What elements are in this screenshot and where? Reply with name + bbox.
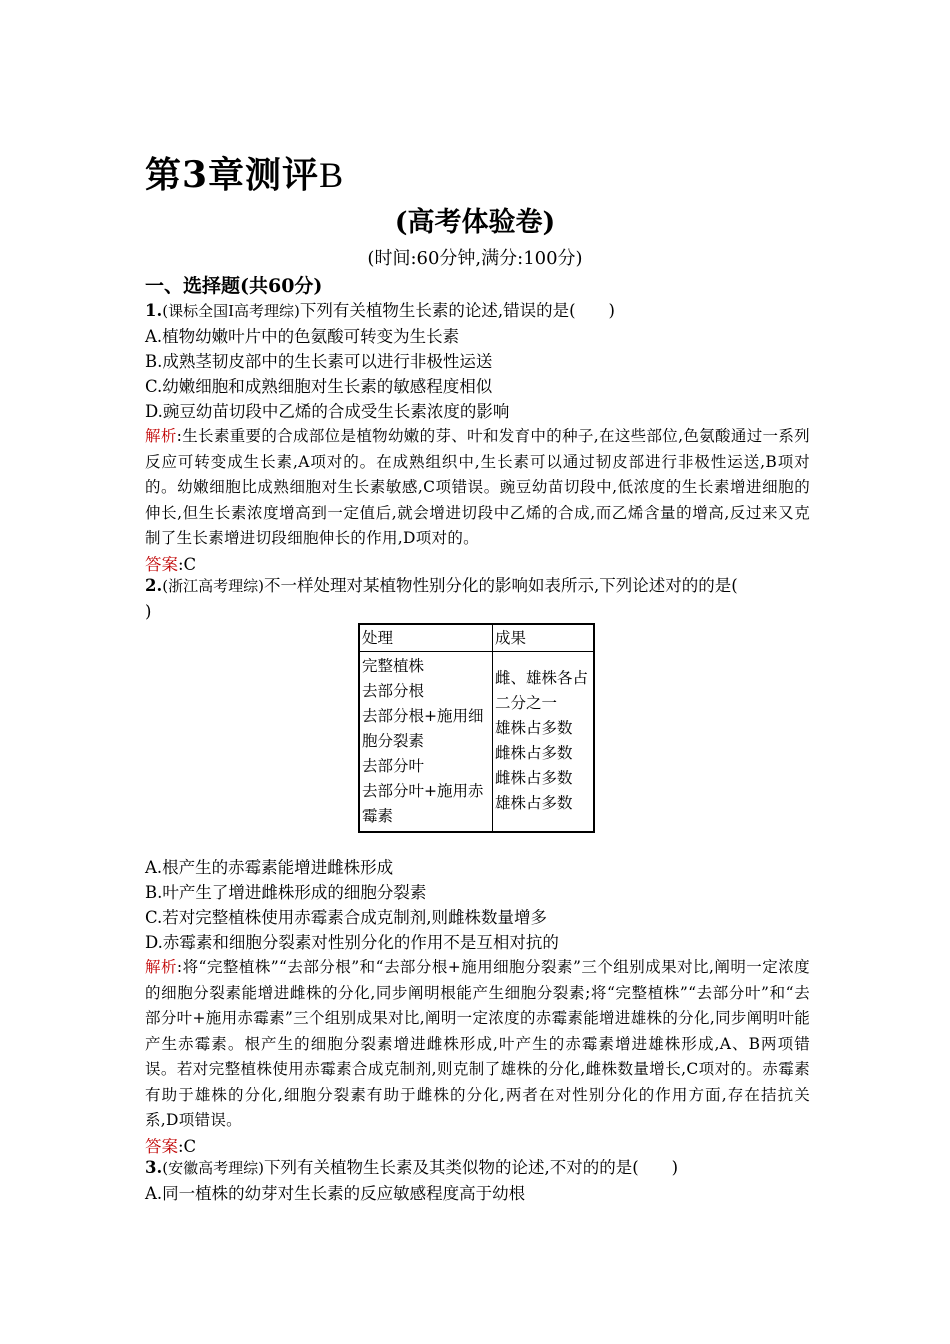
question-2-answer: 答案:C [145, 1136, 197, 1156]
question-1 [145, 298, 810, 577]
question-1-analysis: 解析:生长素重要的合成部位是植物幼嫩的芽、叶和发育中的种子,在这些部位,色氨酸通过一系列反应可转变成生长素,A项对的。在成熟组织中,生长素可以通过韧皮部进行非极性运送,B项对的。幼嫩细胞比成熟细胞对生长素敏感,C项错误。豌豆幼苗切段中,低浓度的生长素增进细胞的伸长,但生长素浓度增高到一定值后,就会增进切段中乙烯的合成,而乙烯含量的增高,反过来又克制了生长素增进切段细胞伸长的作用,D项对的。 [145, 427, 810, 547]
question-3-option-a: A.同一植株的幼芽对生长素的反应敏感程度高于幼根 [145, 1184, 526, 1203]
table-row [359, 652, 594, 833]
table-header-row [359, 624, 594, 652]
analysis-label: 解析 [145, 427, 177, 445]
table-header-cell: 处理 [359, 624, 493, 652]
answer-label: 答案 [145, 1136, 178, 1156]
exam-time-info: (时间:60分钟,满分:100分) [367, 248, 583, 269]
question-1-option-c: C.幼嫩细胞和成熟细胞对生长素的敏感程度相似 [145, 377, 493, 396]
treatment-results-table [358, 623, 595, 833]
question-1-option-d: D.豌豆幼苗切段中乙烯的合成受生长素浓度的影响 [145, 402, 510, 421]
page-subtitle: (高考体验卷) [394, 207, 556, 238]
question-2-body [145, 855, 810, 1159]
result-cell: 雌、雄株各占 二分之一 雄株占多数 雌株占多数 雌株占多数 雄株占多数 [493, 652, 595, 833]
section-heading: 一、选择题(共60分) [145, 275, 323, 297]
question-3 [145, 1155, 810, 1206]
question-1-answer: 答案:C [145, 554, 197, 574]
question-2-analysis: 解析:将“完整植株”“去部分根”和“去部分根+施用细胞分裂素”三个组别成果对比,阐明一定浓度的细胞分裂素能增进雌株的分化,同步阐明根能产生细胞分裂素;将“完整植株”“去部分叶”和“去部分叶+施用赤霉素”三个组别成果对比,阐明一定浓度的赤霉素能增进雄株的分化,同步阐明叶能产生赤霉素。根产生的细胞分裂素增进雌株形成,叶产生的赤霉素增进雄株形成,A、B两项错误。若对完整植株使用赤霉素合成克制剂,则克制了雄株的分化,雌株数量增长,C项对的。赤霉素有助于雄株的分化,细胞分裂素有助于雌株的分化,两者在对性别分化的作用方面,存在拮抗关系,D项错误。 [145, 958, 810, 1129]
question-3-stem: 3.(安徽高考理综)下列有关植物生长素及其类似物的论述,不对的的是( ) [145, 1158, 679, 1177]
title-letter: B [319, 155, 345, 195]
question-2-option-b: B.叶产生了增进雌株形成的细胞分裂素 [145, 883, 427, 902]
question-1-option-b: B.成熟茎韧皮部中的生长素可以进行非极性运送 [145, 352, 493, 371]
question-1-option-a: A.植物幼嫩叶片中的色氨酸可转变为生长素 [145, 327, 460, 346]
analysis-label: 解析 [145, 958, 177, 976]
question-2-option-c: C.若对完整植株使用赤霉素合成克制剂,则雌株数量增多 [145, 908, 548, 927]
treatment-cell: 完整植株 去部分根 去部分根+施用细 胞分裂素 去部分叶 去部分叶+施用赤 霉素 [359, 652, 493, 833]
answer-label: 答案 [145, 554, 178, 574]
question-1-stem: 1.(课标全国Ⅰ高考理综)下列有关植物生长素的论述,错误的是( ) [145, 301, 615, 320]
question-2-option-a: A.根产生的赤霉素能增进雌株形成 [145, 858, 394, 877]
table-header-cell: 成果 [493, 624, 595, 652]
page-title [145, 150, 344, 200]
question-2-option-d: D.赤霉素和细胞分裂素对性别分化的作用不是互相对抗的 [145, 933, 559, 952]
question-2-stem: 2.(浙江高考理综)不一样处理对某植物性别分化的影响如表所示,下列论述对的的是( ) [145, 576, 738, 621]
title-main: 第3章测评 [145, 154, 320, 196]
